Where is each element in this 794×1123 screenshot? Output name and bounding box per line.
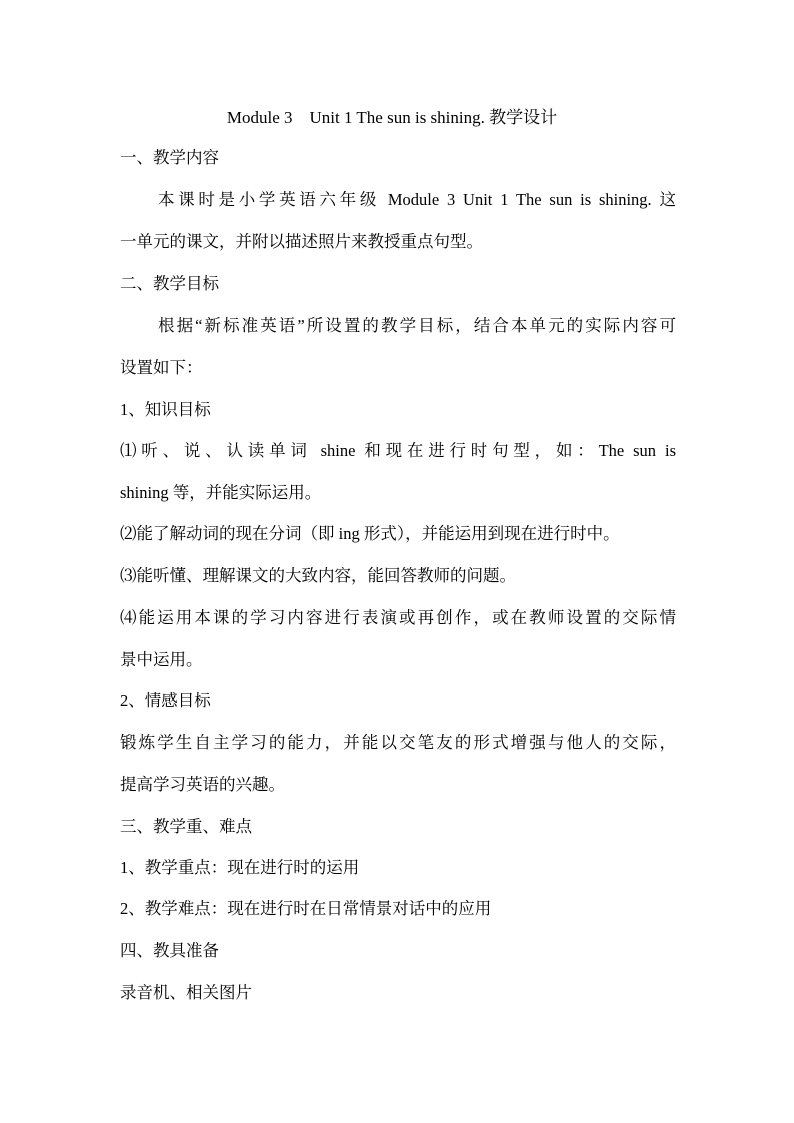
knowledge-item-4-line-1: ⑷能运用本课的学习内容进行表演或再创作，或在教师设置的交际情 (120, 608, 676, 627)
content-paragraph-line-2: 一单元的课文，并附以描述照片来教授重点句型。 (120, 232, 483, 251)
section-heading-key-points: 三、教学重、难点 (120, 817, 252, 836)
objectives-paragraph-line-2: 设置如下： (120, 358, 203, 377)
knowledge-item-1-line-1: ⑴听、说、认读单词 shine 和现在进行时句型，如：The sun is (120, 441, 676, 460)
content-paragraph-line-1: 本课时是小学英语六年级 Module 3 Unit 1 The sun is shining. 这 (158, 190, 676, 209)
emotion-line-2: 提高学习英语的兴趣。 (120, 775, 285, 794)
knowledge-item-3: ⑶能听懂、理解课文的大致内容，能回答教师的问题。 (120, 566, 516, 585)
knowledge-item-1-line-2: shining 等，并能实际运用。 (120, 483, 322, 502)
section-heading-materials: 四、教具准备 (120, 941, 219, 960)
document-title: Module 3 Unit 1 The sun is shining. 教学设计 (226, 108, 558, 127)
knowledge-item-4-line-2: 景中运用。 (120, 650, 203, 669)
objectives-paragraph-line-1: 根据“新标准英语”所设置的教学目标，结合本单元的实际内容可 (158, 316, 676, 335)
knowledge-item-2: ⑵能了解动词的现在分词（即 ing 形式），并能运用到现在进行时中。 (120, 524, 620, 543)
section-heading-content: 一、教学内容 (120, 148, 219, 167)
materials-list: 录音机、相关图片 (120, 983, 252, 1002)
difficult-point: 2、教学难点：现在进行时在日常情景对话中的应用 (120, 899, 492, 918)
key-point: 1、教学重点：现在进行时的运用 (120, 858, 360, 877)
emotion-objectives-heading: 2、情感目标 (120, 691, 211, 710)
section-heading-objectives: 二、教学目标 (120, 274, 219, 293)
emotion-line-1: 锻炼学生自主学习的能力，并能以交笔友的形式增强与他人的交际， (120, 733, 676, 752)
knowledge-objectives-heading: 1、知识目标 (120, 400, 211, 419)
